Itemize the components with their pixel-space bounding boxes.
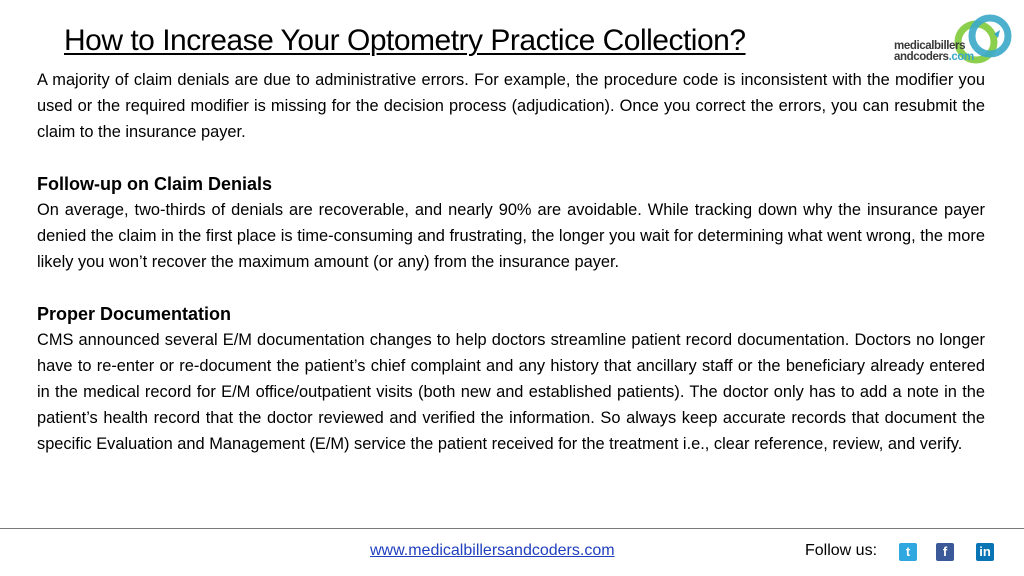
company-logo: [894, 12, 1014, 72]
section-heading-claim-denials: Follow-up on Claim Denials: [37, 174, 273, 194]
page-title: How to Increase Your Optometry Practice Collection?: [64, 24, 746, 57]
section-heading-documentation: Proper Documentation: [37, 304, 232, 324]
logo-line-2: andcoders: [894, 51, 949, 63]
follow-us-label: Follow us:: [805, 542, 878, 559]
linkedin-icon[interactable]: in: [976, 543, 994, 561]
footer-divider: [0, 528, 1024, 529]
logo-line-1: medicalbillers: [894, 40, 966, 52]
slide-body: [37, 67, 985, 457]
logo-wordmark: [894, 41, 974, 63]
intro-paragraph: A majority of claim denials are due to administrative errors. For example, the procedure code is inconsistent with the modifier you used or the required modifier is missing for the decision process (adjudication). Once you correct the errors, you can resubmit the claim to the insurance payer.: [37, 71, 985, 141]
section-body-documentation: CMS announced several E/M documentation changes to help doctors streamline patient record documentation. Doctors no longer have to re-enter or re-document the patient’s chief complaint and any history that ancillary staff or the beneficiary already entered in the medical record for E/M office/outpatient visits (both new and established patients). The doctor only has to add a note in the patient’s health record that the doctor reviewed and verified the information. So always keep accurate records that document the specific Evaluation and Management (E/M) service the patient received for the treatment i.e., clear reference, review, and verify.: [37, 331, 985, 453]
twitter-icon[interactable]: t: [899, 543, 917, 561]
website-link[interactable]: www.medicalbillersandcoders.com: [370, 542, 615, 559]
facebook-icon[interactable]: f: [936, 543, 954, 561]
logo-domain-suffix: .com: [948, 51, 974, 63]
section-body-claim-denials: On average, two-thirds of denials are recoverable, and nearly 90% are avoidable. While tracking down why the insurance payer denied the claim in the first place is time-consuming and frustrating, the longer you wait for determining what went wrong, the more likely you won’t recover the maximum amount (or any) from the insurance payer.: [37, 201, 985, 271]
